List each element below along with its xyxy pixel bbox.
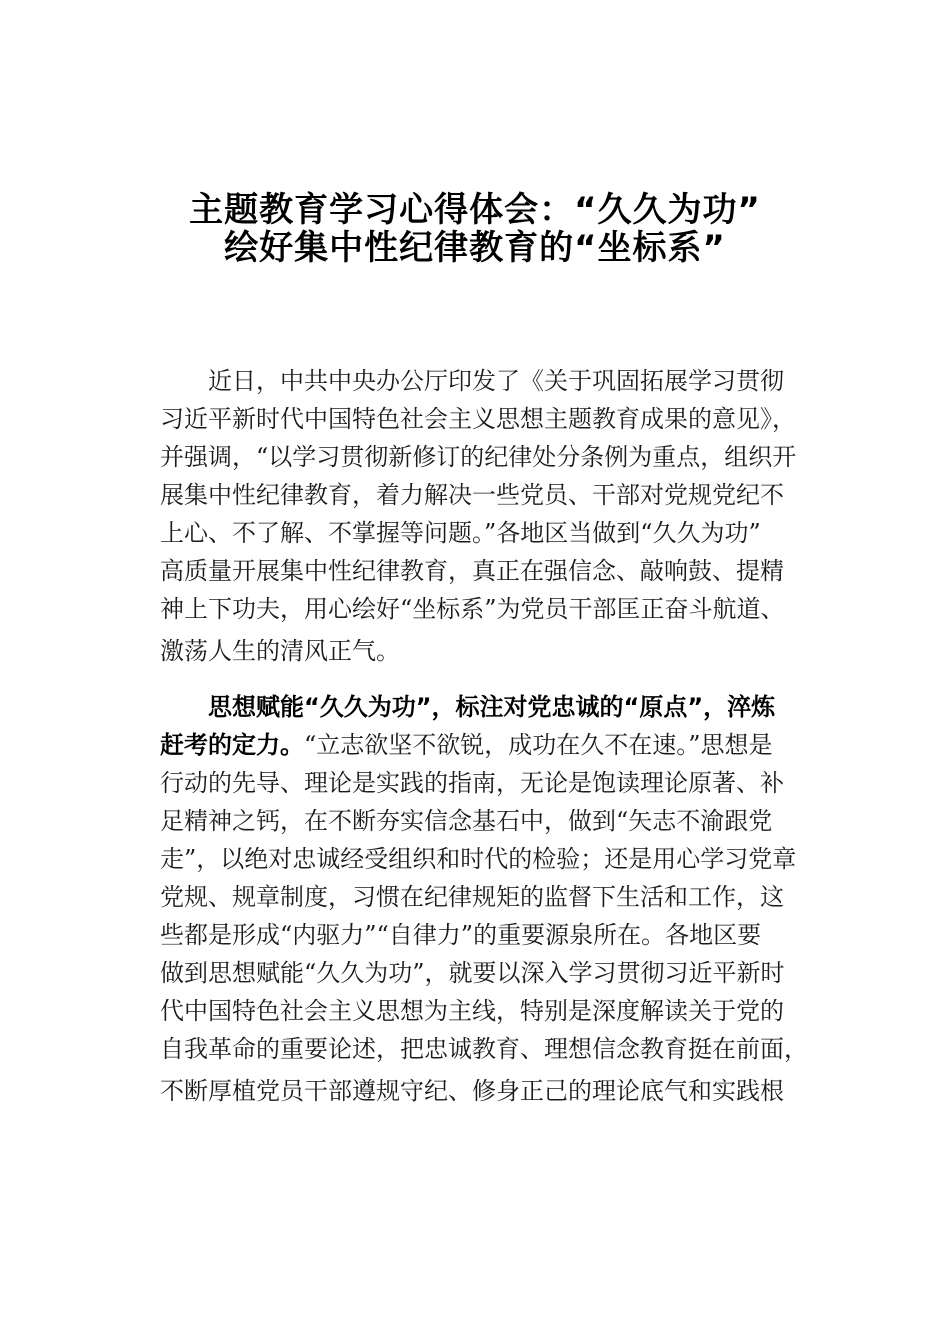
document-title-line-2: 绘好集中性纪律教育的“坐标系”	[224, 228, 726, 268]
paragraph-1-line: 并强调，“以学习贯彻新修订的纪律处分条例为重点，组织开	[160, 443, 797, 471]
paragraph-2-heading-line-2: 赶考的定力。	[160, 731, 304, 759]
paragraph-1-line: 习近平新时代中国特色社会主义思想主题教育成果的意见》，	[160, 405, 796, 433]
paragraph-1-line: 近日，中共中央办公厅印发了《关于巩固拓展学习贯彻	[208, 367, 784, 395]
paragraph-2-line: 党规、规章制度，习惯在纪律规矩的监督下生活和工作，这	[160, 883, 784, 911]
paragraph-1-line: 激荡人生的清风正气。	[160, 637, 400, 665]
paragraph-2-quote: “立志欲坚不欲锐，成功在久不在速。”思想是	[304, 731, 773, 759]
paragraph-2-line: 些都是形成“内驱力”“自律力”的重要源泉所在。各地区要	[160, 921, 762, 949]
paragraph-2-line: 代中国特色社会主义思想为主线，特别是深度解读关于党的	[160, 997, 784, 1025]
paragraph-2-line: 自我革命的重要论述，把忠诚教育、理想信念教育挺在前面，	[160, 1035, 808, 1063]
paragraph-2-heading-line-1: 思想赋能“久久为功”，标注对党忠诚的“原点”，淬炼	[208, 693, 776, 721]
paragraph-1	[160, 362, 840, 672]
paragraph-2-line: 足精神之钙，在不断夯实信念基石中，做到“矢志不渝跟党	[160, 807, 773, 835]
paragraph-2-line: 做到思想赋能“久久为功”，就要以深入学习贯彻习近平新时	[160, 959, 785, 987]
paragraph-2-line: 走”，以绝对忠诚经受组织和时代的检验；还是用心学习党章	[160, 845, 797, 873]
paragraph-1-line: 神上下功夫，用心绘好“坐标系”为党员干部匡正奋斗航道、	[160, 595, 785, 623]
paragraph-1-line: 上心、不了解、不掌握等问题。”各地区当做到“久久为功”	[160, 519, 761, 547]
paragraph-1-line: 展集中性纪律教育，着力解决一些党员、干部对党规党纪不	[160, 481, 784, 509]
document-title-line-1: 主题教育学习心得体会：“久久为功”	[189, 190, 761, 230]
paragraph-2-line: 行动的先导、理论是实践的指南，无论是饱读理论原著、补	[160, 769, 784, 797]
paragraph-2-line-2	[160, 726, 773, 764]
paragraph-1-line: 高质量开展集中性纪律教育，真正在强信念、敲响鼓、提精	[160, 557, 784, 585]
paragraph-2	[160, 688, 840, 1128]
paragraph-2-line: 不断厚植党员干部遵规守纪、修身正己的理论底气和实践根	[160, 1077, 784, 1105]
